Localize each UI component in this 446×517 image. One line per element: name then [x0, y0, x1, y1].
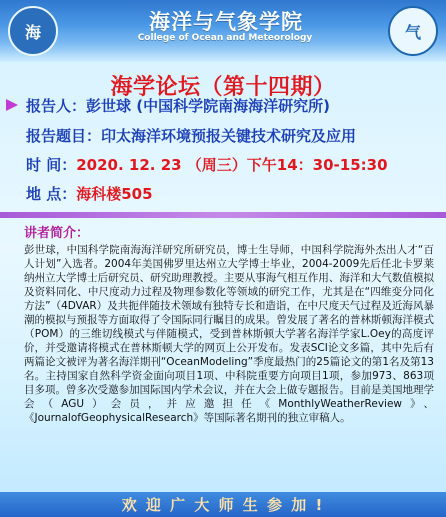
- speaker-row: [0, 94, 446, 116]
- header-title: 海洋与气象学院: [149, 10, 303, 34]
- intro-label: 讲者简介：: [24, 226, 90, 241]
- intro-text: 彭世球，中国科学院南海海洋研究所研究员，博士生导师，中国科学院海外杰出人才“百人计划”入选者。2004年美国佛罗里达州立大学博士毕业，2004-2009先后任北卡罗莱纳州立大学博士后研究员、研究助理教授。主要从事海气相互作用、海洋和大气数值模拟及资料同化、中尺度动力过程及物理参数化等领域的研究工作，尤其是在“四维变分同化方法”（4DVAR）及共扼伴随技术领域有独特专长和造诣，在中尺度天气过程及近海风暴潮的模拟与预报等方面取得了令国际同行瞩目的成果。曾发展了著名的普林斯顿海洋模式（POM）的三维切线模式与伴随模式，受到普林斯顿大学著名海洋学家L.Oey的高度评价，并受邀请将模式在普林斯顿大学的网页上公开发布。发表SCI论文多篇，其中先后有两篇论文被评为著名海洋期刊“OceanModeling”季度最热门的25篇论文的第1名及第13名。主持国家自然科学资金面向项目1项、中科院重要方向项目1项，参加973、863项目多项。曾多次受邀参加国际国内学术会议，并在大会上做专题报告。目前是美国地理学会（AGU）会员，并应邀担任《MonthlyWeatherReview》、《JournalofGeophysicalResearch》等国际著名期刊的独立审稿人。: [24, 244, 434, 424]
- left-logo-label: 海: [24, 22, 41, 42]
- place-value: 海科楼505: [76, 184, 153, 203]
- right-logo-label: 气: [404, 22, 421, 42]
- topic-value: 印太海洋环境预报关键技术研究及应用: [101, 126, 357, 145]
- speaker-intro: [24, 222, 434, 492]
- footer-text: 欢 迎 广 大 师 生 参 加 !: [121, 496, 325, 514]
- purple-arrow-icon: [4, 97, 20, 113]
- footer-banner: [0, 492, 446, 517]
- header-banner: [0, 0, 446, 62]
- header-subtitle: College of Ocean and Meteorology: [137, 33, 313, 43]
- place-row: [0, 182, 446, 204]
- right-logo-icon: [388, 6, 438, 56]
- place-label: 地 点：: [26, 184, 77, 203]
- time-row: [0, 153, 446, 175]
- topic-row: [0, 124, 446, 146]
- divider: [0, 212, 446, 218]
- speaker-value: 彭世球 (中国科学院南海海洋研究所): [86, 96, 330, 115]
- time-value: 2020. 12. 23 （周三）下午14：30-15:30: [76, 155, 388, 174]
- speaker-label: 报告人：: [26, 96, 87, 115]
- time-label: 时 间：: [26, 155, 77, 174]
- left-logo-icon: [8, 6, 58, 56]
- topic-label: 报告题目：: [26, 126, 102, 145]
- forum-title: 海学论坛（第十四期）: [110, 75, 336, 100]
